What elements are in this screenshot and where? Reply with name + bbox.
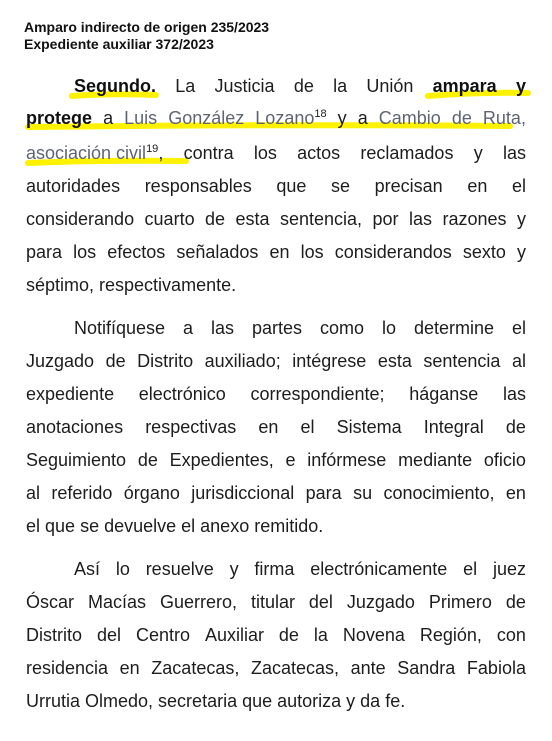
text-line: protege a Luis González Lozano$^{18}$ y a Cambio de Ruta, [26, 108, 526, 128]
text-line: anotaciones respectivas en el Sistema Integral de [26, 417, 526, 437]
text-line: autoridades responsables que se precisan en el [26, 176, 526, 196]
case-header [24, 19, 269, 53]
text-line: séptimo, respectivamente. [26, 275, 237, 295]
text-line: considerando cuarto de esta sentencia, por las razones y [26, 209, 526, 229]
text-line: Urrutia Olmedo, secretaria que autoriza y da fe. [26, 691, 406, 711]
case-number: Amparo indirecto de origen 235/2023 [24, 19, 270, 35]
text-line: Seguimiento de Expedientes, e infórmese mediante oficio [26, 450, 526, 470]
text-line: al referido órgano jurisdiccional para su conocimiento, en [26, 483, 526, 503]
text-line: Así lo resuelve y firma electrónicamente el juez [74, 559, 526, 579]
footnote-marker: 18 [314, 108, 327, 120]
auxiliary-file-number: Expediente auxiliar 372/2023 [24, 36, 214, 52]
text-line: expediente electrónico correspondiente; háganse las [26, 384, 526, 404]
text-line: asociación civil$^{19}$, contra los actos reclamados y las [26, 143, 526, 163]
text-line: Juzgado de Distrito auxiliado; intégrese esta sentencia al [26, 351, 526, 371]
text-line: Distrito del Centro Auxiliar de la Novena Región, con [26, 625, 526, 645]
text-line: para los efectos señalados en los considerandos sexto y [26, 242, 526, 262]
text-line: Óscar Macías Guerrero, titular del Juzgado Primero de [26, 592, 526, 612]
footnote-marker: 19 [146, 143, 159, 155]
text-line: Notifíquese a las partes como lo determine el [74, 318, 526, 338]
text-line: residencia en Zacatecas, Zacatecas, ante Sandra Fabiola [26, 658, 526, 678]
text-line: Segundo. La Justicia de la Unión ampara y [74, 76, 526, 96]
text-line: el que se devuelve el anexo remitido. [26, 516, 324, 536]
